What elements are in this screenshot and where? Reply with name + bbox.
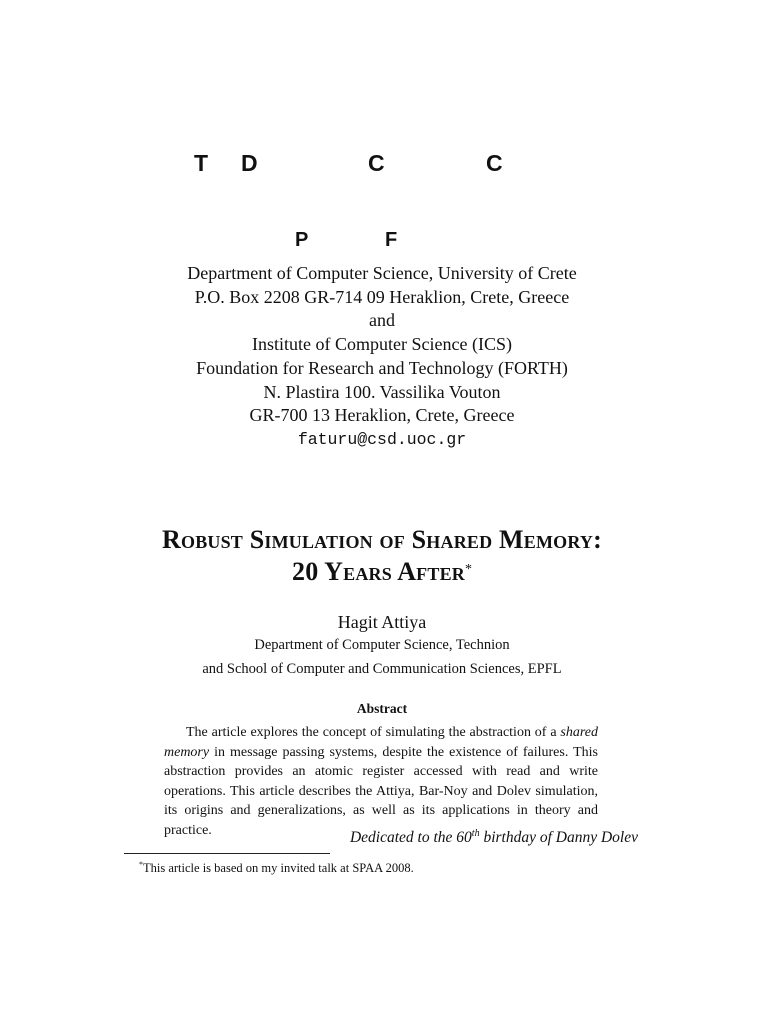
editor-email: faturu@csd.uoc.gr (297, 429, 467, 449)
column-header-letter: D (241, 150, 258, 176)
abstract-body (164, 723, 598, 841)
address-line: P.O. Box 2208 GR-714 09 Heraklion, Crete, Greece (194, 286, 570, 307)
abstract-text-2: in message passing systems, despite the existence of failures. This abstraction provides an atomic register accessed with read and write operations. This article describes the Attiya, Bar-Noy and Dolev simulation, its origins and generalizations, as well as its applications in theory and practice. (164, 744, 598, 838)
dedication-text-1: Dedicated to the 60 (349, 829, 472, 847)
editor-address (0, 262, 764, 452)
address-line: Department of Computer Science, University of Crete (187, 263, 577, 283)
abstract-text-1: The article explores the concept of simulating the abstraction of a (186, 725, 561, 740)
editor-name-letter: P (295, 229, 309, 251)
address-line: Foundation for Research and Technology (FORTH) (196, 357, 568, 378)
dedication (350, 824, 638, 848)
author-affiliation-1: Department of Computer Science, Technion (254, 637, 510, 653)
editor-name-letter: F (385, 229, 398, 251)
title-footnote-marker: * (464, 562, 472, 577)
column-header-letter: C (368, 150, 385, 176)
dedication-text-2: birthday of Danny Dolev (479, 829, 638, 847)
footnote-rule (124, 853, 330, 854)
title-line-2-wrap (0, 556, 764, 588)
address-line: N. Plastira 100. Vassilika Vouton (263, 381, 501, 402)
author-affiliation-2: and School of Computer and Communication Sciences, EPFL (202, 661, 562, 677)
article-title (0, 524, 764, 588)
footnote-marker: * (139, 860, 143, 869)
address-line: and (369, 310, 395, 331)
column-header-letter: C (486, 150, 503, 176)
title-line-1: Robust Simulation of Shared Memory: (162, 525, 602, 554)
author-name: Hagit Attiya (337, 612, 427, 632)
address-line: GR-700 13 Heraklion, Crete, Greece (249, 405, 515, 426)
dedication-superscript: th (471, 828, 480, 839)
address-line: Institute of Computer Science (ICS) (252, 334, 512, 355)
column-header-letter: T (194, 150, 209, 176)
title-line-2: 20 Years After (292, 557, 465, 586)
abstract-heading: Abstract (356, 701, 408, 716)
abstract-emphasis: shared memory (164, 725, 598, 760)
footnote (139, 857, 414, 876)
footnote-text: This article is based on my invited talk at SPAA 2008. (143, 861, 414, 876)
